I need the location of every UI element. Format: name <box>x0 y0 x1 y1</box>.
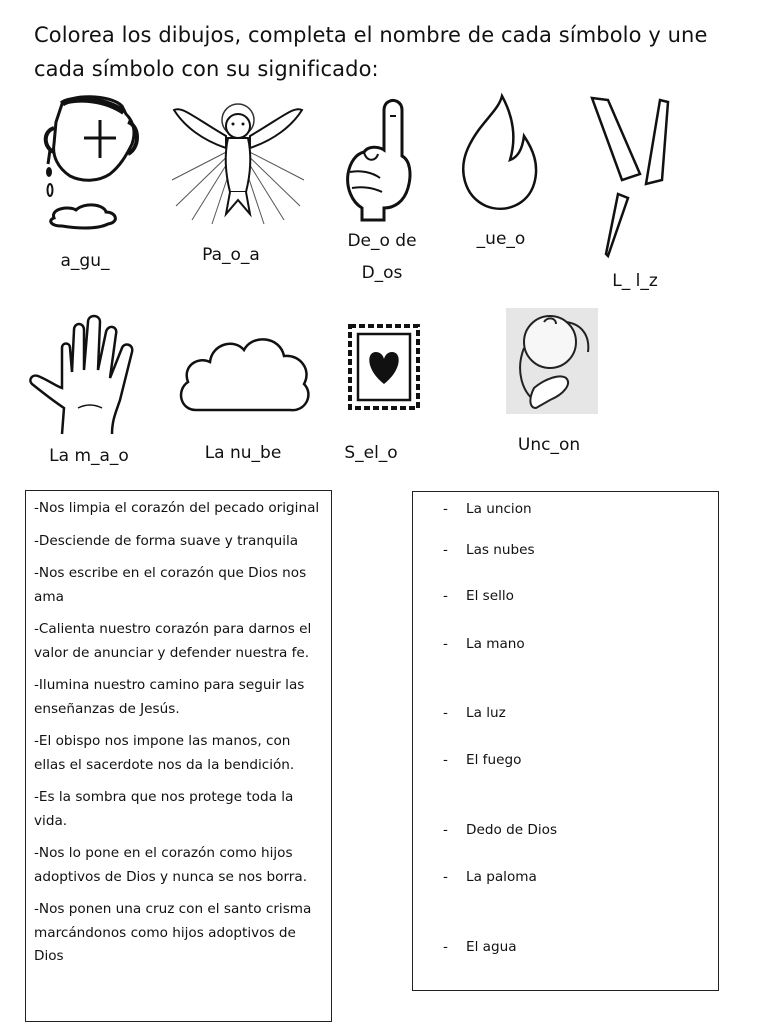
name-item: - El sello <box>443 588 515 604</box>
name-item: - La luz <box>443 705 506 721</box>
pointing-finger-icon <box>344 96 414 220</box>
symbol-label-paloma: Pa_o_a <box>202 245 260 265</box>
meaning-item: -Nos lo pone en el corazón como hijos adoptivos de Dios y nunca se nos borra. <box>34 845 308 885</box>
meaning-item: -Es la sombra que nos protege toda la vida. <box>34 789 294 829</box>
name-item: - La paloma <box>443 869 537 885</box>
name-item: - La uncion <box>443 501 532 517</box>
symbol-label-luz: L_ l_z <box>612 271 658 291</box>
symbol-label-agua: a_gu_ <box>60 251 110 271</box>
meaning-item: -Ilumina nuestro camino para seguir las enseñanzas de Jesús. <box>34 677 305 717</box>
meaning-item: -Nos ponen una cruz con el santo crisma marcándonos como hijos adoptivos de Dios <box>34 901 312 964</box>
name-item: - El agua <box>443 939 517 955</box>
name-item: - Dedo de Dios <box>443 822 558 838</box>
water-jug-icon <box>40 92 140 232</box>
worksheet-title: Colorea los dibujos, completa el nombre de cada símbolo y une cada símbolo con su significado: <box>34 23 708 81</box>
flame-icon <box>458 92 540 212</box>
symbol-label-uncion: Unc_on <box>517 435 581 455</box>
name-item: - El fuego <box>443 752 522 768</box>
dove-icon <box>172 96 304 224</box>
symbol-label-fuego: _ue_o <box>476 229 526 249</box>
meaning-item: -Nos escribe en el corazón que Dios nos ama <box>34 565 307 605</box>
meanings-box <box>25 490 332 1022</box>
meaning-item: -Nos limpia el corazón del pecado original <box>34 500 320 516</box>
hand-icon <box>28 308 142 434</box>
symbol-label-dedo-line1: De_o de <box>347 231 417 251</box>
meaning-item: -Desciende de forma suave y tranquila <box>34 532 299 549</box>
symbol-names-box <box>412 491 719 991</box>
symbol-label-mano: La m_a_o <box>49 446 129 466</box>
light-rays-icon <box>588 96 672 260</box>
symbol-label-nube: La nu_be <box>204 443 282 463</box>
cloud-icon <box>176 330 314 416</box>
meaning-item: -Calienta nuestro corazón para darnos el valor de anunciar y defender nuestra fe. <box>34 621 312 661</box>
anointing-icon <box>506 308 598 414</box>
name-item: - La mano <box>443 636 525 652</box>
symbol-label-sello: S_el_o <box>344 443 398 463</box>
name-item: - Las nubes <box>443 542 535 558</box>
seal-stamp-icon <box>346 322 422 412</box>
meaning-item: -El obispo nos impone las manos, con ellas el sacerdote nos da la bendición. <box>34 733 295 773</box>
symbol-label-dedo-line2: D_os <box>361 263 403 283</box>
symbol-label-dedo-de-dios <box>334 226 430 288</box>
